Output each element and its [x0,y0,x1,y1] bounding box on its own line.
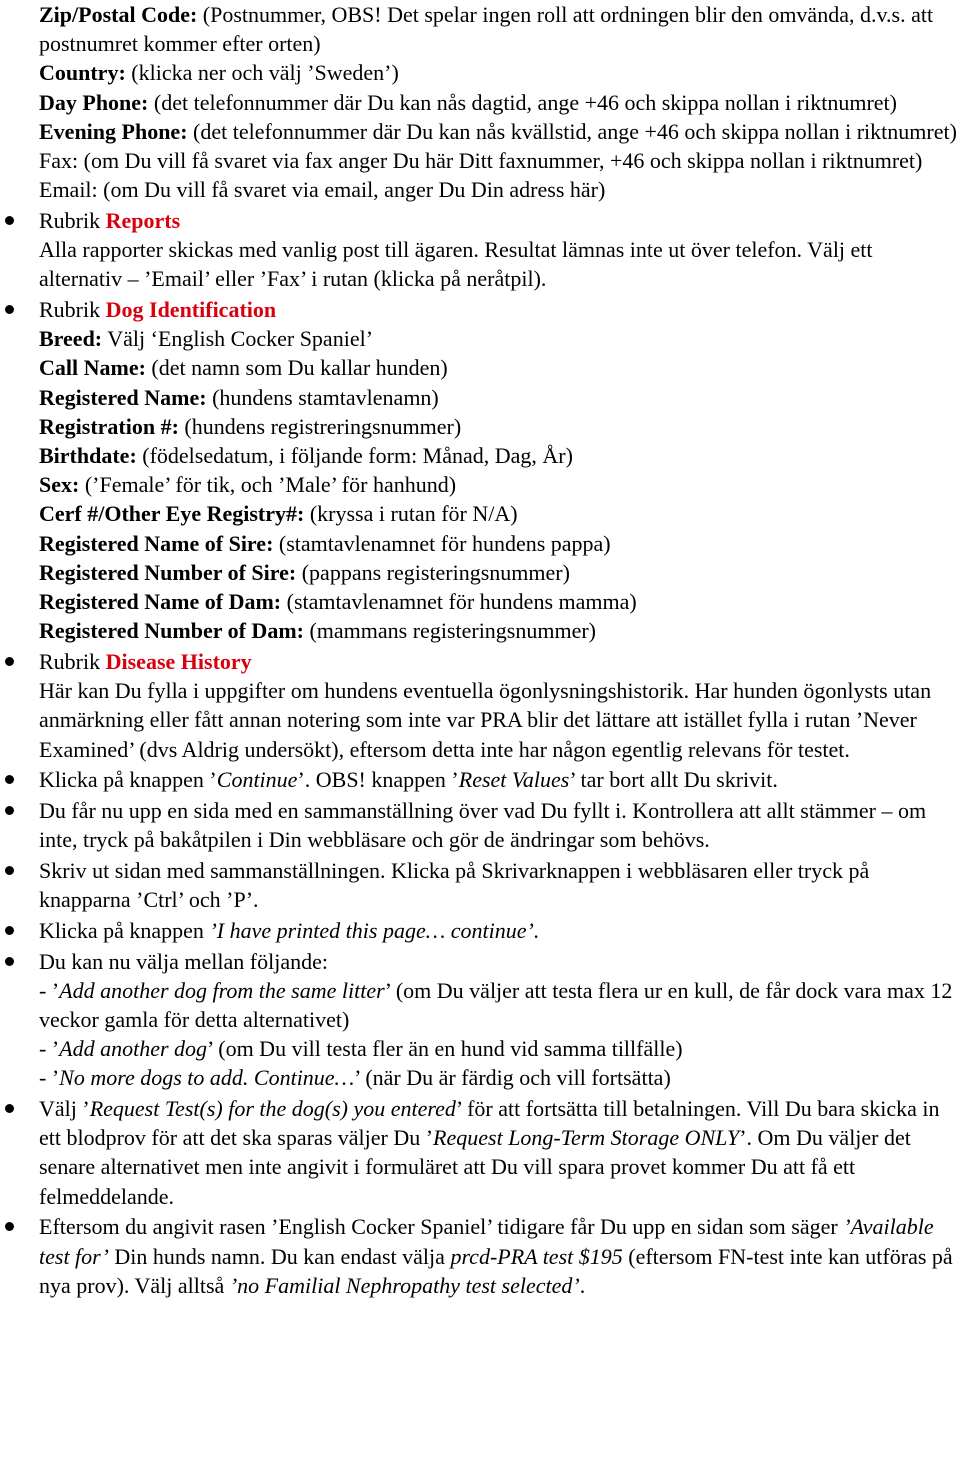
heading-prefix: Rubrik [39,648,106,674]
field-sire-name [39,529,960,558]
bullet-icon [5,1104,14,1113]
field-birthdate [39,441,960,470]
field-label: Registered Number of Dam: [39,618,304,644]
heading-prefix: Rubrik [39,297,106,323]
bullet-icon [5,866,14,875]
field-text: (’Female’ för tik, och ’Male’ för hanhund) [79,472,457,498]
field-sex [39,470,960,499]
text-part: ’ (om Du vill testa fler än en hund vid samma tillfälle) [207,1036,683,1062]
disease-heading [39,647,960,676]
summary-step [39,796,960,854]
continue-button-ref: Continue [216,767,298,793]
field-label: Birthdate: [39,443,137,469]
field-call-name [39,353,960,382]
bullet-icon [5,775,14,784]
field-sire-number [39,558,960,587]
text-part: ’ för att fortsätta till betalningen. Vill Du bara skicka in ett blodprov för att det ska sparas väljer Du ’ [39,1096,940,1151]
bullet-icon [5,926,14,935]
option-name: Add another dog [59,1036,208,1062]
country-text: (klicka ner och välj ’Sweden’) [125,60,399,86]
disease-text: Här kan Du fylla i uppgifter om hundens eventuella ögonlysningshistorik. Har hunden ögonlysts utan anmärkning eller fått annan notering som inte var PRA blir det lättare att istället fylla i rutan ’Never Examined’ (dvs Aldrig undersökt), eftersom detta inte har någon egentlig relevans för testet. [39,678,932,762]
text-part: ’ tar bort allt Du skrivit. [569,767,778,793]
summary-text: Du får nu upp en sida med en sammanställning över vad Du fyllt i. Kontrollera att allt stämmer – om inte, tryck på bakåtpilen i Din webbläsare och gör de ändringar som behövs. [39,797,927,853]
reset-button-ref: Reset Values [458,767,570,793]
field-label: Breed: [39,326,103,352]
field-text: (hundens registreringsnummer) [178,413,462,439]
bullet-icon [5,657,14,666]
field-text: (stamtavlenamnet för hundens pappa) [273,530,611,556]
zip-line [39,0,960,58]
option-name: Request Test(s) for the dog(s) you entered [89,1096,456,1122]
text-part: ’. OBS! knappen ’ [297,767,459,793]
reports-section [39,206,960,294]
bullet-icon [5,305,14,314]
field-text: (kryssa i rutan för N/A) [304,501,518,527]
print-step [39,856,960,914]
day-phone-label: Day Phone: [39,89,149,115]
field-label: Registered Name of Dam: [39,589,282,615]
choice-no-more [39,1063,960,1092]
fax-line: Fax: (om Du vill få svaret via fax anger Du här Ditt faxnummer, +46 och skippa nollan i riktnumret) [39,148,923,174]
text-part: ’ (när Du är färdig och vill fortsätta) [354,1065,671,1091]
day-phone-line [39,88,960,117]
field-label: Cerf #/Other Eye Registry#: [39,501,305,527]
evening-phone-label: Evening Phone: [39,118,188,144]
country-label: Country: [39,60,126,86]
text-part: Välj ’ [39,1096,90,1122]
field-dam-name [39,587,960,616]
disease-title: Disease History [105,648,252,674]
text-part: - ’ [39,977,60,1003]
bullet-icon [5,957,14,966]
field-label: Registered Name of Sire: [39,530,274,556]
zip-label: Zip/Postal Code: [39,2,198,27]
bullet-icon [5,216,14,225]
continue-text [39,765,960,794]
option-name: Add another dog from the same litter [59,977,385,1003]
field-label: Sex: [39,472,80,498]
field-label: Registered Name: [39,384,207,410]
text-part: ’. Om Du väljer det senare alternativet men inte angivit i formuläret att Du vill spara provet kommer Du att få ett felmeddelande. [39,1125,911,1209]
text-part: Klicka på knappen ’ [39,767,217,793]
breed-text [39,1212,960,1300]
text-part: - ’ [39,1065,60,1091]
continue-step [39,765,960,794]
field-text: (stamtavlenamnet för hundens mamma) [281,589,637,615]
option-name: No more dogs to add. Continue… [59,1065,355,1091]
zip-text: (Postnummer, OBS! Det spelar ingen roll att ordningen blir den omvända, d.v.s. att postnumret kommer efter orten) [39,2,934,57]
country-line [39,58,960,87]
bullet-icon [5,806,14,815]
field-breed [39,324,960,353]
field-dam-number [39,616,960,645]
reports-heading [39,206,960,235]
heading-prefix: Rubrik [39,207,106,233]
request-text [39,1094,960,1211]
option-name: Request Long-Term Storage ONLY [433,1125,740,1151]
choice-another-dog [39,1034,960,1063]
print-text: Skriv ut sidan med sammanställningen. Klicka på Skrivarknappen i webbläsaren eller tryck på knapparna ’Ctrl’ och ’P’. [39,857,870,913]
evening-phone-line [39,117,960,146]
text-part: Klicka på knappen [39,917,210,943]
field-text: (det namn som Du kallar hunden) [145,355,448,381]
field-cerf [39,499,960,528]
printed-text [39,916,960,945]
text-part: - ’ [39,1036,60,1062]
option-name: prcd-PRA test $195 [450,1243,623,1269]
printed-step [39,916,960,945]
dog-id-title: Dog Identification [105,297,277,323]
field-text: (pappans registeringsnummer) [296,559,570,585]
field-registration [39,412,960,441]
option-name: ’Available test for’ [39,1214,934,1269]
breed-step [39,1212,960,1300]
field-registered-name [39,383,960,412]
field-label: Registration #: [39,413,179,439]
choices-intro: Du kan nu välja mellan följande: [39,948,328,974]
choices-step [39,947,960,1093]
option-name: ’no Familial Nephropathy test selected’ [229,1272,580,1298]
field-text: Välj ‘English Cocker Spaniel’ [102,326,374,352]
printed-button-ref: ’I have printed this page… continue’. [209,917,540,943]
day-phone-text: (det telefonnummer där Du kan nås dagtid, ange +46 och skippa nollan i riktnumret) [148,89,897,115]
reports-text: Alla rapporter skickas med vanlig post till ägaren. Resultat lämnas inte ut över telefon. Välj ett alternativ – ’Email’ eller ’Fax’ i rutan (klicka på neråtpil). [39,237,873,292]
disease-history-section [39,647,960,764]
field-label: Call Name: [39,355,146,381]
dog-identification-section [39,295,960,645]
reports-title: Reports [105,207,181,233]
text-part: (eftersom FN-test inte kan utföras på nya prov). Välj alltså [39,1243,953,1298]
text-part: Din hunds namn. Du kan endast välja [108,1243,451,1269]
email-line: Email: (om Du vill få svaret via email, anger Du Din adress här) [39,177,606,203]
bullet-icon [5,1222,14,1231]
text-part: ’ (om Du väljer att testa flera ur en kull, de får dock vara max 12 veckor gamla för detta alternativet) [39,977,953,1032]
text-part: Eftersom du angivit rasen ’English Cocker Spaniel’ tidigare får Du upp en sidan som säger [39,1214,844,1240]
field-text: (hundens stamtavlenamn) [206,384,439,410]
field-label: Registered Number of Sire: [39,559,297,585]
choice-same-litter [39,976,960,1034]
field-text: (mammans registeringsnummer) [303,618,597,644]
dog-id-heading [39,295,960,324]
field-text: (födelsedatum, i följande form: Månad, Dag, År) [136,443,573,469]
text-part: . [579,1272,586,1298]
evening-phone-text: (det telefonnummer där Du kan nås kvällstid, ange +46 och skippa nollan i riktnumret) [187,118,957,144]
request-step [39,1094,960,1211]
